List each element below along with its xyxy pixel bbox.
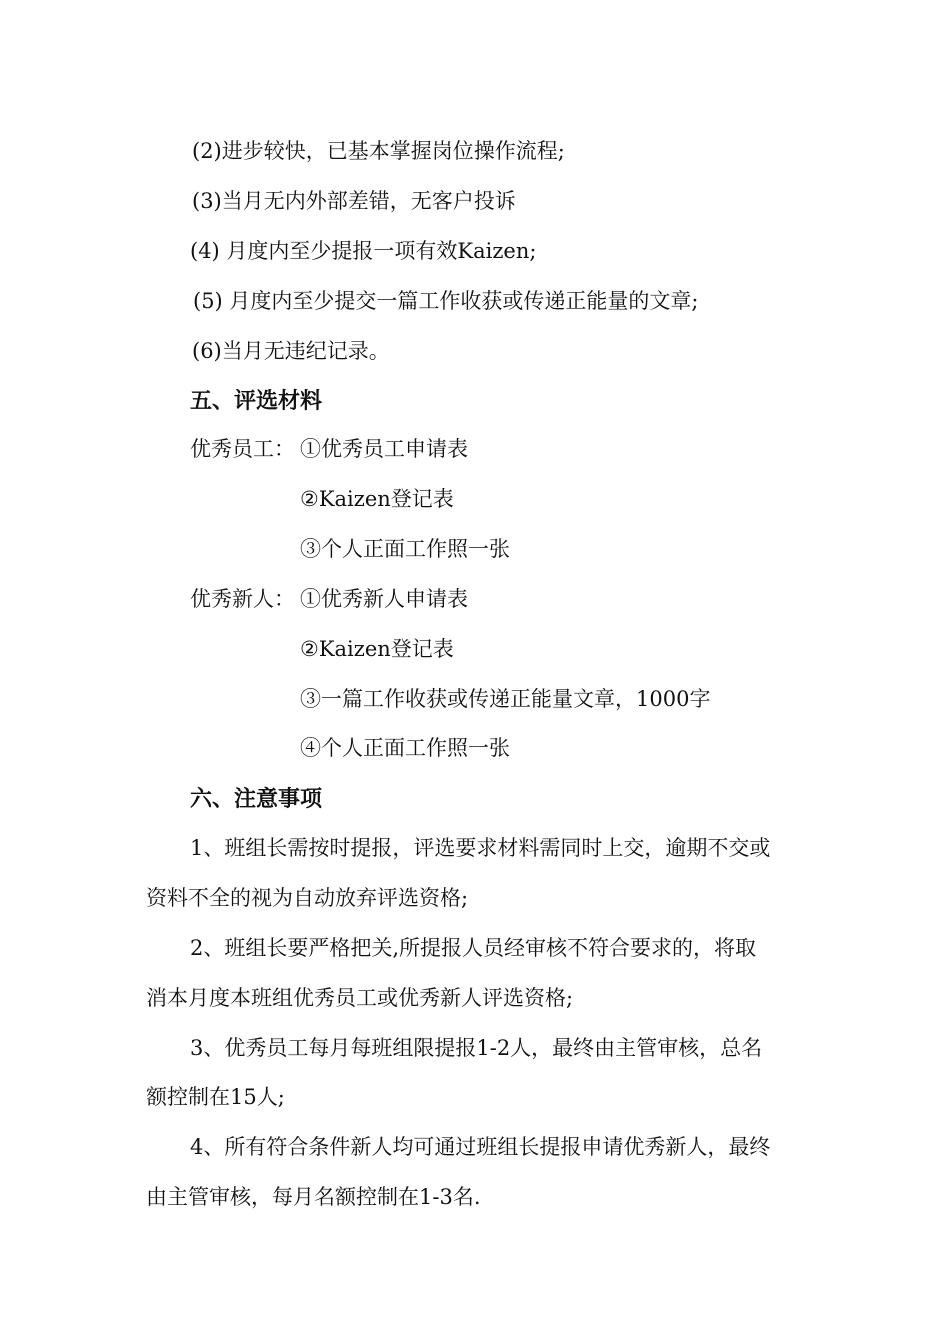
- criteria-item-3: (3)当月无内外部差错，无客户投诉: [192, 189, 516, 213]
- note-2-line-2: 消本月度本班组优秀员工或优秀新人评选资格;: [146, 986, 574, 1010]
- employee-material-3: ③个人正面工作照一张: [300, 537, 510, 561]
- note-4-line-1: 4、所有符合条件新人均可通过班组长提报申请优秀新人，最终: [190, 1135, 771, 1159]
- newcomer-material-4: ④个人正面工作照一张: [300, 736, 510, 760]
- section-5-heading: 五、评选材料: [190, 388, 323, 414]
- criteria-item-5: (5) 月度内至少提交一篇工作收获或传递正能量的文章;: [193, 289, 699, 313]
- newcomer-material-2: ②Kaizen登记表: [300, 637, 454, 661]
- section-6-heading: 六、注意事项: [190, 786, 323, 812]
- criteria-item-2: (2)进步较快，已基本掌握岗位操作流程;: [192, 139, 565, 163]
- newcomer-material-3: ③一篇工作收获或传递正能量文章，1000字: [300, 687, 711, 711]
- note-4-line-2: 由主管审核，每月名额控制在1-3名.: [146, 1185, 481, 1209]
- newcomer-material-1: ①优秀新人申请表: [300, 587, 468, 611]
- note-3-line-2: 额控制在15人;: [146, 1085, 285, 1109]
- criteria-item-4: (4) 月度内至少提报一项有效Kaizen;: [190, 239, 537, 263]
- criteria-item-6: (6)当月无违纪记录。: [192, 339, 390, 363]
- excellent-employee-label: 优秀员工：: [190, 437, 295, 461]
- note-3-line-1: 3、优秀员工每月每班组限提报1-2人，最终由主管审核，总名: [190, 1036, 763, 1060]
- employee-material-2: ②Kaizen登记表: [300, 487, 454, 511]
- excellent-newcomer-label: 优秀新人：: [190, 587, 295, 611]
- note-1-line-1: 1、班组长需按时提报，评选要求材料需同时上交，逾期不交或: [190, 836, 771, 860]
- note-1-line-2: 资料不全的视为自动放弃评选资格;: [146, 886, 469, 910]
- note-2-line-1: 2、班组长要严格把关,所提报人员经审核不符合要求的，将取: [190, 936, 757, 960]
- employee-material-1: ①优秀员工申请表: [300, 437, 468, 461]
